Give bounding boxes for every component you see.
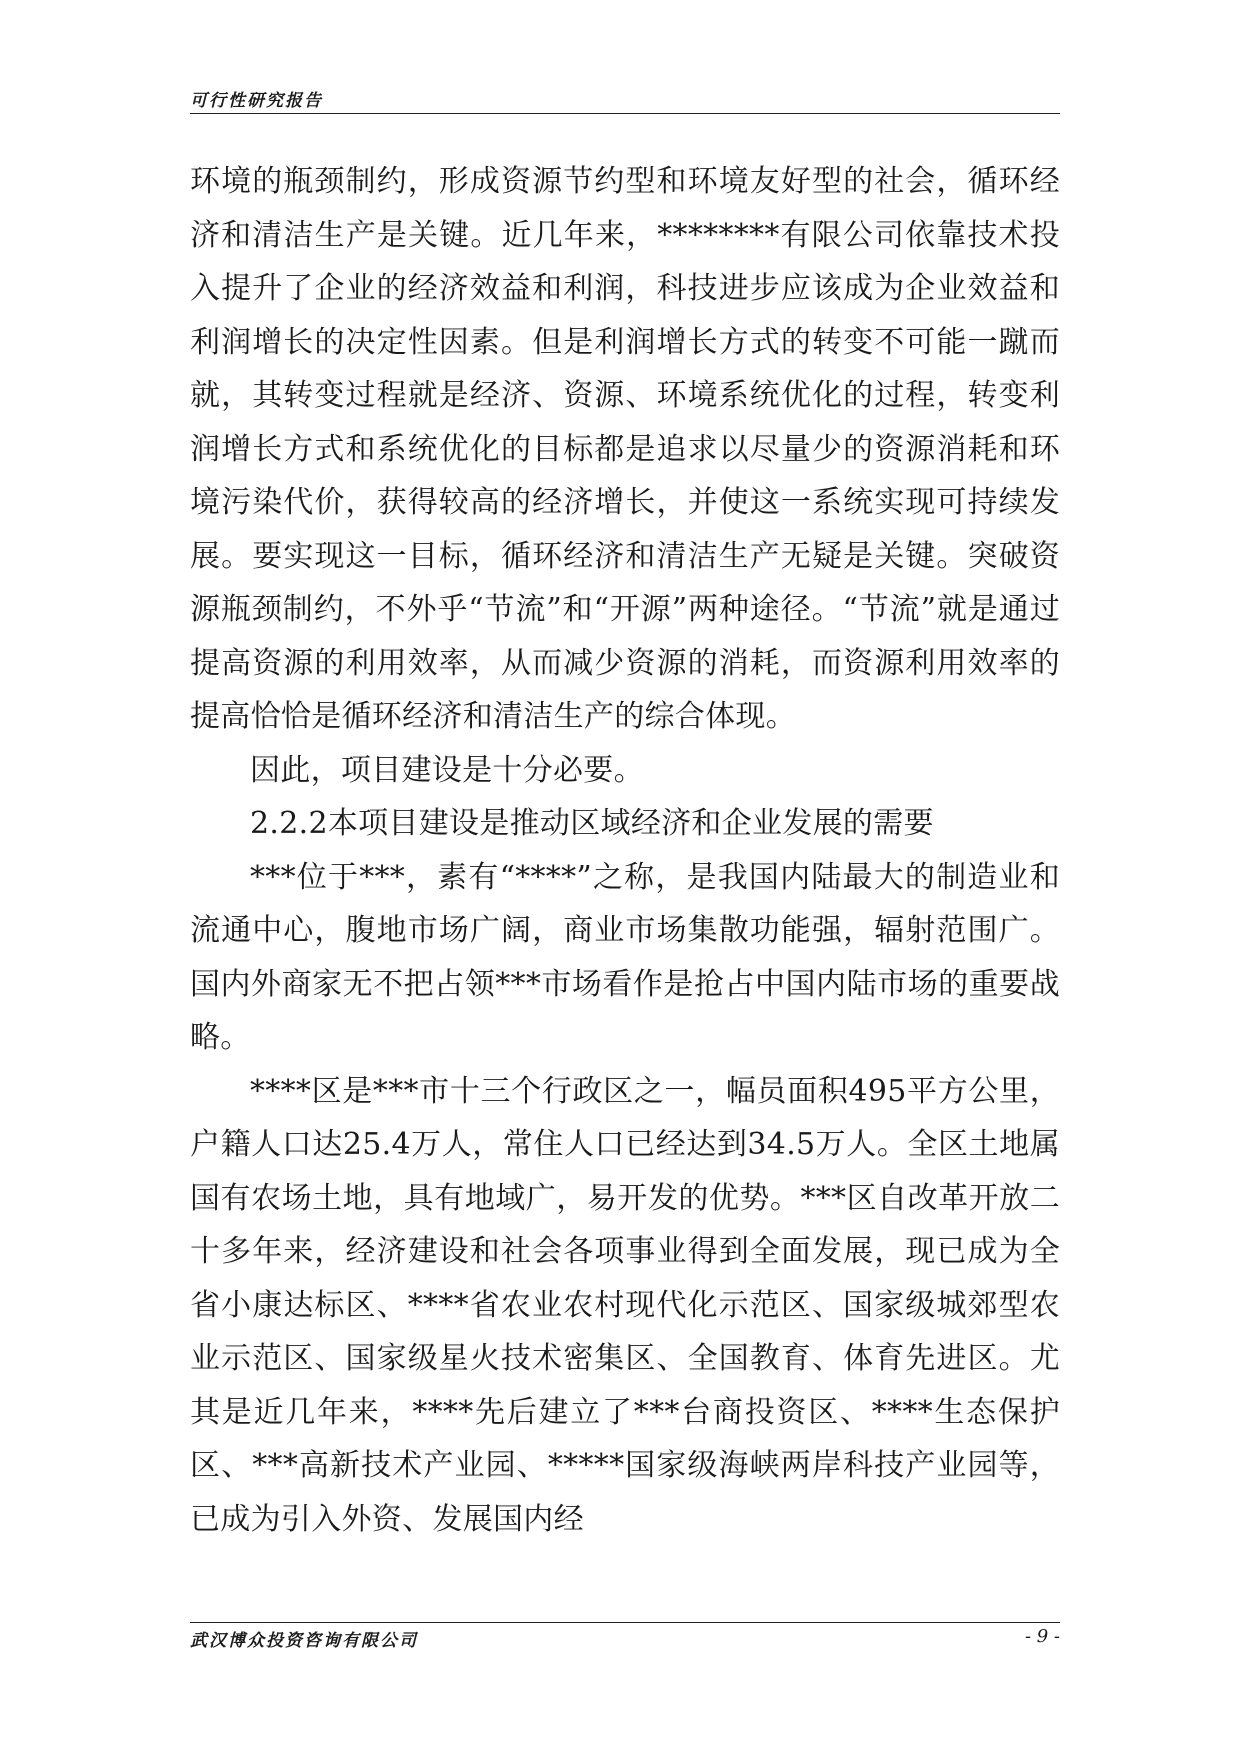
body-paragraph-location: ***位于***，素有“****”之称，是我国内陆最大的制造业和流通中心，腹地市场广阔，商业市场集散功能强，辐射范围广。国内外商家无不把占领***市场看作是抢占中国内陆市场的重要战略。 [190, 859, 1060, 1055]
footer-company-name: 武汉博众投资咨询有限公司 [190, 1631, 418, 1651]
document-body [190, 155, 1060, 1546]
body-paragraph-conclusion: 因此，项目建设是十分必要。 [250, 752, 644, 788]
header-divider [190, 113, 1060, 114]
body-paragraph-district: ****区是***市十三个行政区之一，幅员面积495平方公里，户籍人口达25.4万人，常住人口已经达到34.5万人。全区土地属国有农场土地，具有地域广，易开发的优势。***区自改革开放二十多年来，经济建设和社会各项事业得到全面发展，现已成为全省小康达标区、****省农业农村现代化示范区、国家级城郊型农业示范区、国家级星火技术密集区、全国教育、体育先进区。尤其是近几年来，****先后建立了***台商投资区、****生态保护区、***高新技术产业园、*****国家级海峡两岸科技产业园等，已成为引入外资、发展国内经 [190, 1073, 1060, 1537]
footer-divider [190, 1622, 1060, 1623]
header-title: 可行性研究报告 [190, 91, 323, 111]
page-footer [190, 1622, 1060, 1662]
page-header [190, 86, 1060, 116]
page-number: - 9 - [1024, 1626, 1060, 1647]
body-paragraph-continued: 环境的瓶颈制约，形成资源节约型和环境友好型的社会，循环经济和清洁生产是关键。近几年来，********有限公司依靠技术投入提升了企业的经济效益和利润，科技进步应该成为企业效益和利润增长的决定性因素。但是利润增长方式的转变不可能一蹴而就，其转变过程就是经济、资源、环境系统优化的过程，转变利润增长方式和系统优化的目标都是追求以尽量少的资源消耗和环境污染代价，获得较高的经济增长，并使这一系统实现可持续发展。要实现这一目标，循环经济和清洁生产无疑是关键。突破资源瓶颈制约，不外乎“节流”和“开源”两种途径。“节流”就是通过提高资源的利用效率，从而减少资源的消耗，而资源利用效率的提高恰恰是循环经济和清洁生产的综合体现。 [190, 164, 1060, 734]
section-heading-2-2-2: 2.2.2本项目建设是推动区域经济和企业发展的需要 [250, 806, 934, 841]
